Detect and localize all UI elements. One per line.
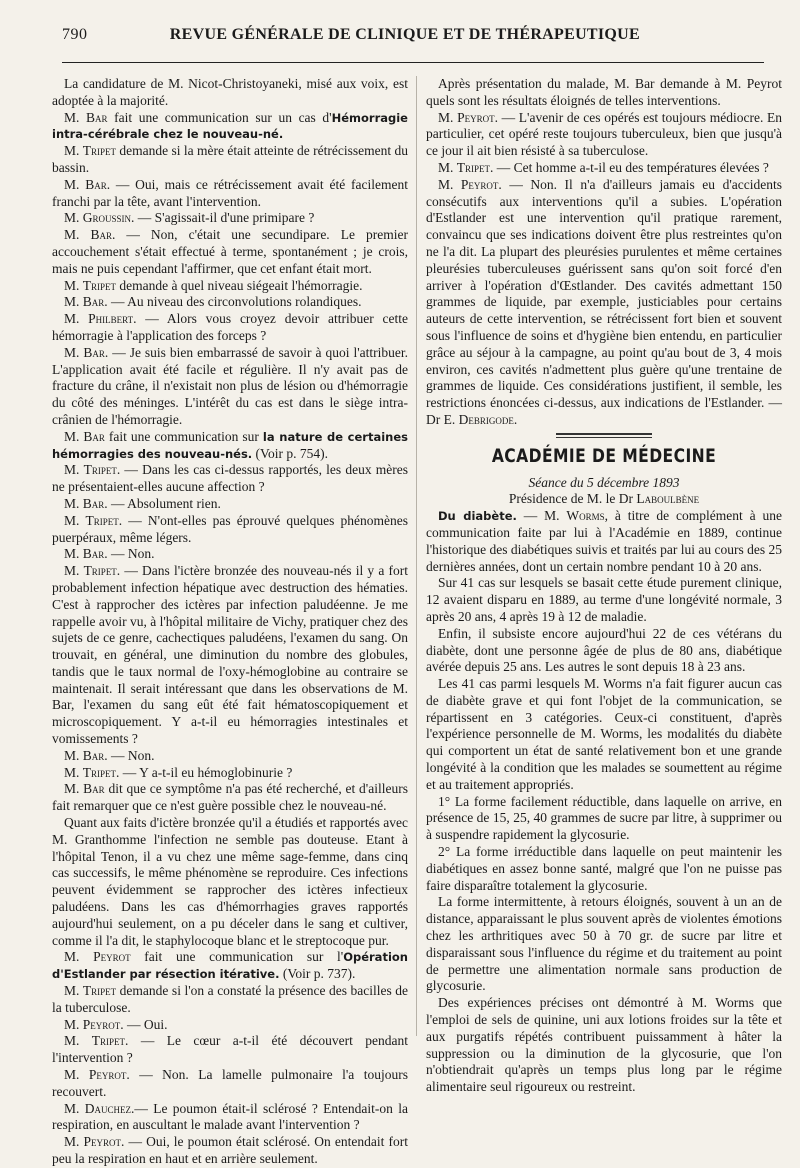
presidency-line: Présidence de M. le Dr Laboulbène — [508, 491, 700, 507]
page-header — [62, 26, 766, 60]
paragraph: M. Bar. — Au niveau des circonvolutions rolandiques. — [64, 294, 362, 310]
paragraph: M. Bar fait une communication sur un cas d'Hémorragie intra-cérébrale chez le nouveau-né. — [52, 109, 408, 142]
section-heading: ACADÉMIE DE MÉDECINE — [491, 444, 717, 467]
paragraph: M. Peyrot. — Oui, le poumon était sclérosé. On entendait fort peu la respiration en haut et en arrière seulement. — [52, 1134, 408, 1166]
communication-title: Du diabète. — [438, 509, 517, 524]
communication-title: Opération d'Estlander par résection itérative. — [52, 950, 408, 982]
communication-title: Hémorragie intra-cérébrale chez le nouveau-né. — [52, 110, 408, 142]
paragraph: M. Philbert. — Alors vous croyez devoir attribuer cette hémorragie à l'application des forceps ? — [52, 311, 408, 343]
paragraph: M. Bar. — Je suis bien embarrassé de savoir à quoi l'attribuer. L'application avait été facile et régulière. Il n'y avait pas de fracture du crâne, il n'existait non plus de lésion ou d'hémorragie du côté des méninges. L'intérêt du cas est dans le siège intra-crânien de l'hémorragie. — [52, 344, 408, 427]
paragraph: M. Tripet. — Le cœur a-t-il été découvert pendant l'intervention ? — [52, 1033, 408, 1066]
paragraph: M. Tripet. — Dans les cas ci-dessus rapportés, les deux mères ne présentaient-elles aucune affection ? — [52, 462, 408, 495]
section-rule — [556, 433, 652, 435]
paragraph: M. Bar dit que ce symptôme n'a pas été recherché, et d'ailleurs fait remarquer que ce n'est guère possible chez le nouveau-né. — [52, 781, 408, 814]
right-column — [426, 76, 782, 1095]
paragraph: M. Peyrot fait une communication sur l'Opération d'Estlander par résection itérative. (Voir p. 737). — [52, 949, 408, 982]
page-number: 790 — [62, 26, 88, 43]
signature: Debrigode. — [458, 411, 518, 427]
paragraph: M. Tripet. — Cet homme a-t-il eu des températures élevées ? — [438, 159, 769, 175]
paragraph: 1° La forme facilement réductible, dans laquelle on arrive, en présence de 15, 25, 40 grammes de sucre par litre, à supprimer ou à suspendre rapidement la glycosurie. — [426, 793, 782, 843]
paragraph: M. Peyrot. — L'avenir de ces opérés est toujours médiocre. En particulier, cet opéré reste toujours tuberculeux, bien que jusqu'à ce jour il ait bien résisté à sa tuberculose. — [426, 109, 782, 159]
paragraph: La forme intermittente, à retours éloignés, souvent à un an de distance, apparaissant le plus souvent après de violentes émotions chez les arthritiques avec 50 à 70 gr. de sucre par litre et disparaissant sous l'influence du régime et du traitement au point de permettre une alimentation normale sans production de glycosurie. — [426, 894, 782, 994]
section-rule — [556, 437, 652, 438]
running-title: REVUE GÉNÉRALE DE CLINIQUE ET DE THÉRAPEUTIQUE — [169, 26, 640, 43]
paragraph: M. Tripet demande à quel niveau siégeait l'hémorragie. — [64, 277, 363, 293]
paragraph: Les 41 cas parmi lesquels M. Worms n'a fait figurer aucun cas de diabète grave et qui font l'objet de la communication, se répartissent en 3 catégories. Ceux-ci constituent, d'après l'expérience personnelle de M. Worms, les modalités du diabète qui comportent un état de santé relativement bon et une grande longévité à la condition que les malades se soumettent au régime et au traitement appropriés. — [426, 676, 782, 792]
paragraph: M. Tripet. — Y a-t-il eu hémoglobinurie ? — [64, 764, 293, 780]
paragraph: M. Peyrot. — Non. La lamelle pulmonaire l'a toujours recouvert. — [52, 1067, 408, 1099]
paragraph: M. Tripet demande si la mère était atteinte de rétrécissement du bassin. — [52, 143, 409, 175]
paragraph: M. Bar. — Absolument rien. — [64, 495, 221, 511]
paragraph: M. Dauchez.— Le poumon était-il sclérosé ? Entendait-on la respiration, en auscultant le malade avant l'intervention ? — [52, 1100, 408, 1133]
paragraph: M. Bar. — Non, c'était une secundipare. Le premier accouchement s'était effectué à terme, spontanément ; je crois, mais ne puis cependant l'affirmer, que cet enfant était mort. — [52, 227, 408, 276]
paragraph: M. Groussin. — S'agissait-il d'une primipare ? — [64, 210, 315, 226]
paragraph: Après présentation du malade, M. Bar demande à M. Peyrot quels sont les résultats éloignés de telles interventions. — [426, 76, 782, 108]
paragraph: M. Tripet demande si l'on a constaté la présence des bacilles de la tuberculose. — [52, 983, 408, 1015]
paragraph: Enfin, il subsiste encore aujourd'hui 22 de ces vétérans du diabète, dont une personne âgée de plus de 80 ans, diabétique avérée depuis 25 ans. Les autres le sont depuis 18 à 23 ans. — [426, 625, 782, 675]
left-column — [52, 76, 409, 1166]
paragraph: Du diabète. — M. Worms, à titre de complément à une communication faite par lui à l'Académie en 1889, continue l'historique des diabétiques suivis et traités par lui au cours des 25 dernières années, dont un certain nombre pendant 10 à 20 ans. — [426, 508, 782, 574]
paragraph: M. Bar fait une communication sur la nature de certaines hémorragies des nouveau-nés. (Voir p. 754). — [52, 428, 408, 461]
paragraph: M. Bar. — Oui, mais ce rétrécissement avait été facilement franchi par la tête, avant l'intervention. — [52, 176, 408, 209]
paragraph: M. Bar. — Non. — [64, 546, 155, 562]
paragraph: M. Tripet. — N'ont-elles pas éprouvé quelques phénomènes puerpéraux, même légers. — [52, 512, 408, 545]
header-rule — [62, 62, 764, 63]
paragraph: M. Tripet. — Dans l'ictère bronzée des nouveau-nés il y a fort probablement infection hépatique avec destruction des hématies. C'est à rapprocher des ictères par infection paludéenne. Je me rappelle avoir vu, à l'hôpital militaire de Vichy, pratiquer chez des sujets de ce genre, cachectiques paludéens, l'examen du sang. On trouvait, en général, une diminution du nombre des globules, tandis que le taux normal de l'oxy-hémoglobine au contraire se maintenait. Il serait intéressant que dans les observations de M. Bar, l'examen du sang eût été fait hématoscopiquement et microscopiquement. Y a-t-il eu hémorragies intestinales et vomissements ? — [52, 563, 408, 747]
paragraph: M. Peyrot. — Oui. — [64, 1016, 168, 1032]
communication-title: la nature de certaines hémorragies des nouveau-nés. — [52, 429, 408, 461]
session-date: Séance du 5 décembre 1893 — [528, 474, 680, 490]
paragraph: Des expériences précises ont démontré à M. Worms que l'emploi de sels de quinine, uni aux lotions froides sur la tête et aux purgatifs répétés contribuent puissamment à hâter la suppression ou la diminution de la glycosurie, que l'on n'obtiendrait qu'après un temps plus long par le régime alimentaire seul rigoureux ou restreint. — [426, 995, 782, 1095]
paragraph: La candidature de M. Nicot-Christoyaneki, misé aux voix, est adoptée à la majorité. — [52, 76, 408, 108]
paragraph: 2° La forme irréductible dans laquelle on peut maintenir les diabétiques en assez bonne santé, malgré que l'on ne puisse pas faire disparaître totalement la glycosurie. — [426, 844, 782, 893]
paragraph: Quant aux faits d'ictère bronzée qu'il a étudiés et rapportés avec M. Granthomme l'infection ne semble pas douteuse. Etant à l'hôpital Tenon, il a vu chez une même sage-femme, dans cinq cas successifs, le même phénomène se reproduire. Ces infections peuvent évidemment se rapprocher des ictères infectieux paludéens. Dans les cas d'hémorrhagies graves rapportés aujourd'hui seulement, on a pu déceler dans le sang et cultiver, comme il l'a dit, le staphylocoque blanc et le streptocoque pur. — [52, 815, 408, 948]
paragraph: M. Peyrot. — Non. Il n'a d'ailleurs jamais eu d'accidents consécutifs aux interventions qu'il a subies. L'opération d'Estlander est une intervention qu'il pratique rarement, convaincu que ses indications doivent être plus restreintes qu'on ne l'a dit. La plupart des pleurésies purulentes et même certaines pleurésies tuberculeuses guérissent sans qu'on soit forcé d'en arriver à l'opération d'Œstlander. Des cavités admettant 150 grammes de liquide, par exemple, justiciables pour certains auteurs de cette intervention, se rétrécissent fort bien et souvent sous l'influence de soins et d'hygiène bien entendu, en particulier grâce au séjour à la campagne, au point qu'au bout de 3, 4 mois environ, ces cavités n'admettent plus guère qu'une trentaine de grammes de liquide. Ces considérations justifient, il semble, les restrictions énoncées ci-dessus, aux indications de l'Estlander. — Dr E. Debrigode. — [426, 176, 782, 427]
paragraph: M. Bar. — Non. — [64, 747, 155, 763]
paragraph: Sur 41 cas sur lesquels se basait cette étude purement clinique, 12 avaient disparu en 1889, au terme d'une longévité normale, 3 après 20 ans, 4 après 19 à 12 de maladie. — [426, 575, 782, 624]
column-divider — [416, 76, 417, 1036]
